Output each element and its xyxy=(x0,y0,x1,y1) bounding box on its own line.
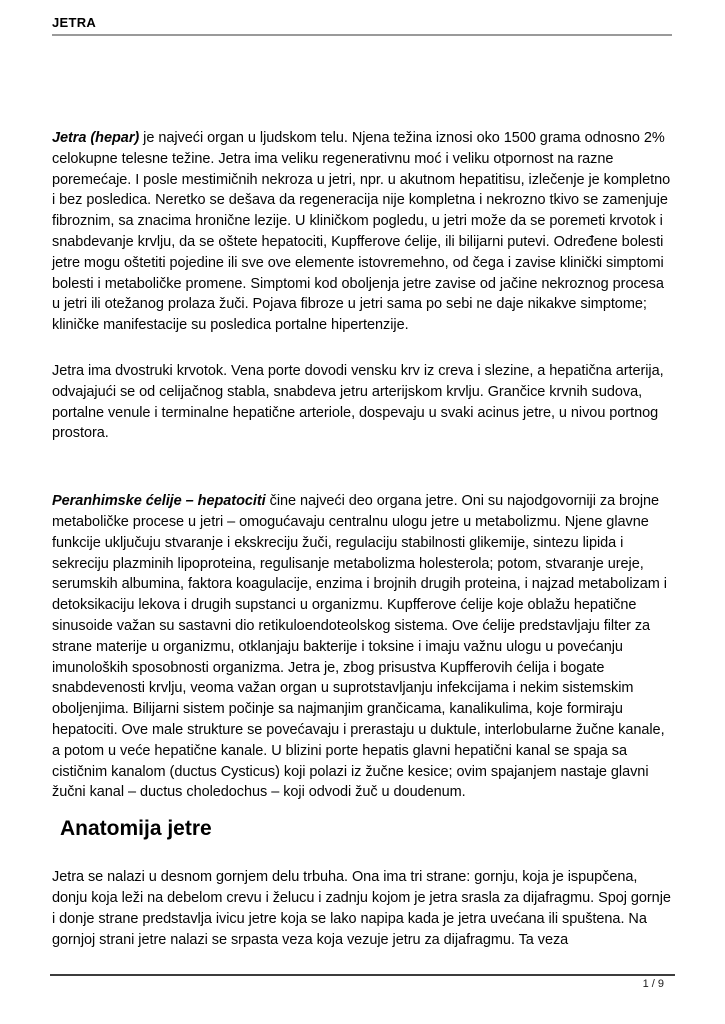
section-heading-anatomija-jetre: Anatomija jetre xyxy=(60,817,212,841)
paragraph-blood-supply: Jetra ima dvostruki krvotok. Vena porte dovodi vensku krv iz creva i slezine, a hepatična arterija, odvajajući se od celijačnog stabla, snabdeva jetru arterijskom krvlju. Grančice krvnih sudova, portalne venule i terminalne hepatične arteriole, dospevaju u svaki acinus jetre, u nivou portnog prostora. xyxy=(52,362,664,442)
paragraph-anatomy-intro: Jetra se nalazi u desnom gornjem delu trbuha. Ona ima tri strane: gornju, koja je ispupčena, donju koja leži na debelom crevu i želucu i zadnju kojom je jetra srasla za dijafragmu. Spoj gornje i donje strane predstavlja ivicu jetre koja se lako napipa kada je jetra uvećana ili spuštena. Na gornjoj strani jetre nalazi se srpasta veza koja vezuje jetru za dijafragmu. Ta veza xyxy=(52,869,671,948)
paragraph-text: je najveći organ u ljudskom telu. Njena težina iznosi oko 1500 grama odnosno 2% celokupne telesne težine. Jetra ima veliku regenerativnu moć i veliku otpornost na razne poremećaje. I posle mestimičnih nekroza u jetri, npr. u akutnom hepatitisu, izlečenje je kompletno i bez posledica. Neretko se dešava da regeneracija nije kompletna i nekrozno tkivo se zamenjuje fibroznim, sa znacima hronične lezije. U kliničkom pogledu, u jetri može da se poremeti krvotok i snabdevanje krvlju, da se oštete hepatociti, Kupfferove ćelije, ili bilijarni putevi. Određene bolesti jetre mogu oštetiti pojedine ili sve ove elemente istovremehno, od čega i zavise klinički simptomi bolesti i metaboličke promene. Simptomi kod oboljenja jetre zavise od jačine nekroznog procesa u jetri ili otežanog prolaza žuči. Pojava fibroze u jetri sama po sebi ne daje nikakve simptome; kliničke manifestacije su posledica portalne hipertenzije. xyxy=(52,130,671,334)
paragraph-lead-hepatociti: Peranhimske ćelije – hepatociti xyxy=(52,493,266,510)
paragraph-text: čine najveći deo organa jetre. Oni su najodgovorniji za brojne metaboličke procese u jetri – omogućavaju centralnu ulogu jetre u metabolizmu. Njene glavne funkcije uključuju stvaranje i ekskreciju žuči, regulaciju stabilnosti glikemije, sintezu lipida i sekreciju plazminih lipoproteina, regulisanje metabolizma holesterola; potom, stvaranje ureje, serumskih albumina, faktora koagulacije, enzima i brojnih drugih proteina, i najzad metabolizam i detoksikaciju lekova i drugih supstanci u organizmu. Kupfferove ćelije koje oblažu hepatične sinusoide važan su sastavni dio retikuloendoteolskog sistema. Ove ćelije predstavljaju filter za strane materije u organizmu, otklanjaju bakterije i toksine i imaju važnu ulogu u povećanju imunoloških sposobnosti organizma. Jetra je, zbog prisustva Kupfferovih ćelija i bogate snabdevenosti krvlju, veoma važan organ u suprotstavljanju infekcijama i nekim sistemskim oboljenjima. Bilijarni sistem počinje sa najmanjim grančicama, kanalikulima, koje formiraju hepatociti. Ove male strukture se povećavaju i prerastaju u duktule, interlobularne žučne kanale, a potom u veće hepatične kanale. U blizini porte hepatis glavni hepatični kanal se spaja sa cističnim kanalom (ductus Cysticus) koji polazi iz žučne kesice; ovim spajanjem nastaje glavni žučni kanal – ductus choledochus – koji odvodi žuč u doudenum. xyxy=(52,493,667,801)
paragraph-lead-jetra-hepar: Jetra (hepar) xyxy=(52,130,140,146)
page-header xyxy=(52,0,672,36)
document-body xyxy=(52,128,672,950)
document-title: JETRA xyxy=(52,15,97,30)
page-number: 1 / 9 xyxy=(642,978,664,990)
paragraph-liver-intro xyxy=(52,128,672,336)
paragraph-hepatocytes xyxy=(52,491,672,803)
page-footer xyxy=(50,974,675,990)
